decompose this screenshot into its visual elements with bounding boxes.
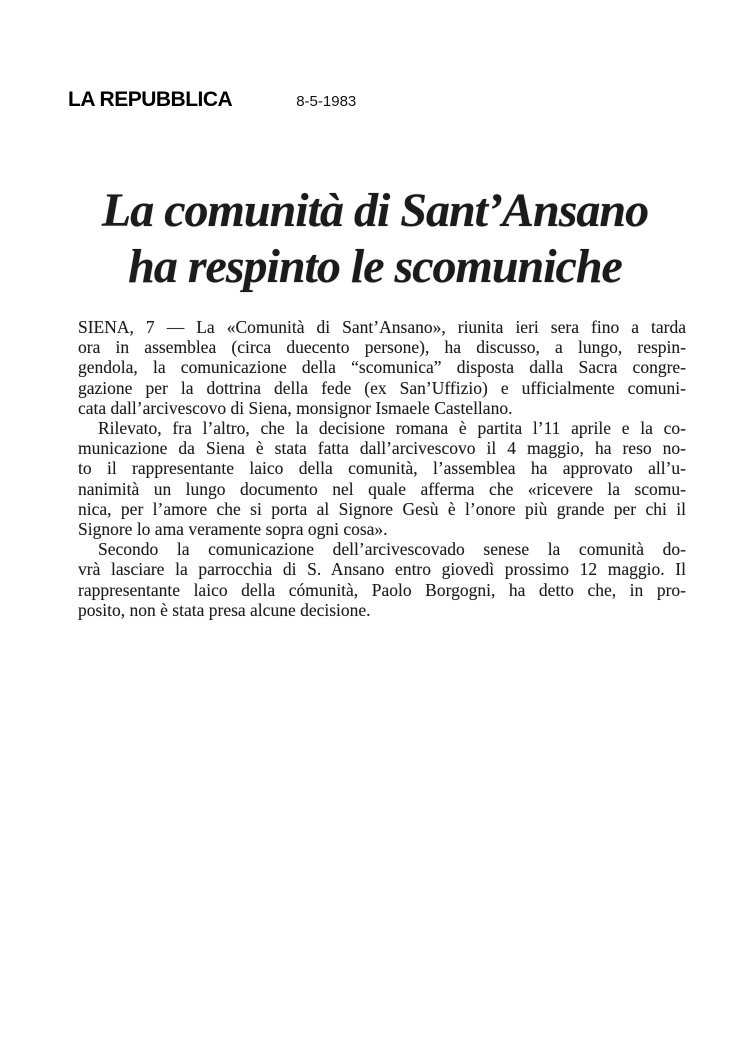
article-headline (0, 183, 750, 295)
article-line: ora in assemblea (circa duecento persone), ha discusso, a lungo, respin- (78, 337, 686, 358)
article-line: posito, non è stata presa alcune decisione. (78, 599, 371, 620)
article-line: rappresentante laico della cómunità, Paolo Borgogni, ha detto che, in pro- (78, 579, 686, 600)
article-line: to il rappresentante laico della comunità, l’assemblea ha approvato all’u- (78, 458, 686, 479)
article-line: cata dall’arcivescovo di Siena, monsignor Ismaele Castellano. (78, 397, 513, 418)
article-line: Rilevato, fra l’altro, che la decisione romana è partita l’11 aprile e la co- (98, 418, 686, 439)
headline-line-2: ha respinto le scomuniche (128, 240, 622, 293)
newspaper-name: LA REPUBBLICA (68, 88, 233, 111)
article-line: Signore lo ama veramente sopra ogni cosa». (78, 519, 388, 540)
article-line: nica, per l’amore che si porta al Signore Gesù è l’onore più grande per chi il (78, 498, 686, 519)
article-clipping (0, 183, 750, 620)
article-line: nanimità un lungo documento nel quale afferma che «ricevere la scomu- (78, 478, 686, 499)
article-line: gendola, la comunicazione della “scomunica” disposta dalla Sacra congre- (78, 357, 686, 378)
publication-date: 8-5-1983 (296, 93, 357, 110)
paragraph (78, 539, 686, 620)
article-line: SIENA, 7 — La «Comunità di Sant’Ansano», riunita ieri sera fino a tarda (78, 317, 686, 337)
masthead (68, 88, 356, 112)
headline-line-1: La comunità di Sant’Ansano (101, 184, 649, 237)
article-body (78, 317, 686, 620)
article-line: vrà lasciare la parrocchia di S. Ansano entro giovedì prossimo 12 maggio. Il (78, 559, 686, 580)
article-line: municazione da Siena è stata fatta dall’arcivescovo il 4 maggio, ha reso no- (78, 438, 686, 459)
article-line: Secondo la comunicazione dell’arcivescovado senese la comunità do- (98, 539, 686, 560)
paragraph (78, 418, 686, 539)
article-line: gazione per la dottrina della fede (ex San’Uffizio) e ufficialmente comuni- (78, 377, 686, 398)
paragraph (78, 317, 686, 418)
